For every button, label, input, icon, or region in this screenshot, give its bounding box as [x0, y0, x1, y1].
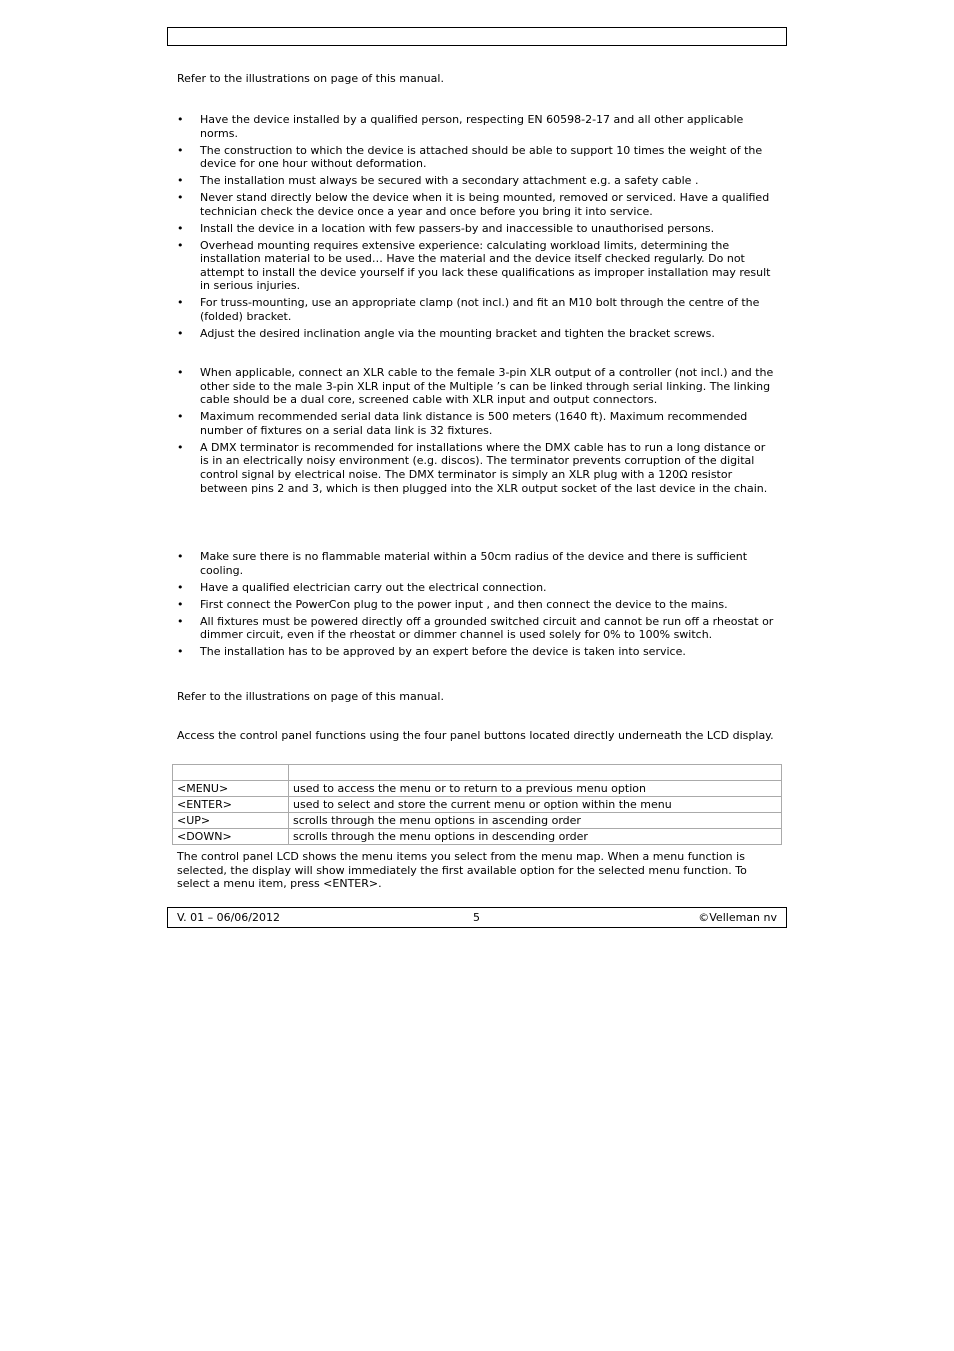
- list-item: • Maximum recommended serial data link distance is 500 meters (1640 ft). Maximum recommended number of fixtures on a serial data link is 32 fixtures.: [177, 410, 777, 437]
- desc-cell: used to access the menu or to return to a previous menu option: [289, 781, 782, 797]
- list-item: • A DMX terminator is recommended for installations where the DMX cable has to run a long distance or is in an electrically noisy environment (e.g. discos). The terminator prevents corruption of the digital control signal by electrical noise. The DMX terminator is simply an XLR plug with a 120Ω resistor between pins 2 and 3, which is then plugged into the XLR output socket of the last device in the chain.: [177, 441, 777, 495]
- control-panel-intro: Access the control panel functions using the four panel buttons located directly underneath the LCD display.: [177, 729, 774, 742]
- list-item: • The installation must always be secured with a secondary attachment e.g. a safety cable .: [177, 174, 777, 188]
- footer-copyright: ©Velleman nv: [698, 911, 777, 924]
- footer-page-number: 5: [473, 911, 480, 924]
- table-row: [173, 797, 782, 813]
- table-header-cell: [289, 765, 782, 781]
- key-cell: <MENU>: [173, 781, 289, 797]
- key-table: [172, 764, 782, 845]
- mounting-list: [177, 113, 777, 344]
- list-item: • First connect the PowerCon plug to the power input , and then connect the device to the mains.: [177, 598, 777, 612]
- desc-cell: scrolls through the menu options in descending order: [289, 829, 782, 845]
- table-header-row: [173, 765, 782, 781]
- dmx-list: [177, 366, 777, 499]
- desc-cell: used to select and store the current menu or option within the menu: [289, 797, 782, 813]
- list-item: • Have a qualified electrician carry out the electrical connection.: [177, 581, 777, 595]
- list-item: • The construction to which the device is attached should be able to support 10 times the weight of the device for one hour without deformation.: [177, 144, 777, 171]
- table-row: [173, 829, 782, 845]
- desc-cell: scrolls through the menu options in ascending order: [289, 813, 782, 829]
- list-item: • Make sure there is no flammable material within a 50cm radius of the device and there is sufficient cooling.: [177, 550, 777, 577]
- list-item: • When applicable, connect an XLR cable to the female 3-pin XLR output of a controller (not incl.) and the other side to the male 3-pin XLR input of the Multiple ’s can be linked through serial linking. The linking cable should be a dual core, screened cable with XLR input and output connectors.: [177, 366, 777, 407]
- list-item: • Overhead mounting requires extensive experience: calculating workload limits, determining the installation material to be used… Have the material and the device itself checked regularly. Do not attempt to install the device yourself if you lack these qualifications as improper installation may result in serious injuries.: [177, 239, 777, 293]
- table-header-cell: [173, 765, 289, 781]
- header-box: [167, 27, 787, 46]
- list-item: • Adjust the desired inclination angle via the mounting bracket and tighten the bracket screws.: [177, 327, 777, 341]
- power-list: [177, 550, 777, 662]
- list-item: • For truss-mounting, use an appropriate clamp (not incl.) and fit an M10 bolt through the centre of the (folded) bracket.: [177, 296, 777, 323]
- footer-version: V. 01 – 06/06/2012: [177, 911, 280, 924]
- key-cell: <UP>: [173, 813, 289, 829]
- lcd-note: The control panel LCD shows the menu items you select from the menu map. When a menu function is selected, the display will show immediately the first available option for the selected menu function. To select a menu item, press <ENTER>.: [177, 850, 747, 891]
- table-row: [173, 781, 782, 797]
- list-item: • All fixtures must be powered directly off a grounded switched circuit and cannot be run off a rheostat or dimmer circuit, even if the rheostat or dimmer channel is used solely for 0% to 100% switch.: [177, 615, 777, 642]
- footer: [167, 907, 787, 928]
- list-item: • Install the device in a location with few passers-by and inaccessible to unauthorised persons.: [177, 222, 777, 236]
- list-item: • Never stand directly below the device when it is being mounted, removed or serviced. Have a qualified technician check the device once a year and once before you bring it into service.: [177, 191, 777, 218]
- illustrations-note-2: Refer to the illustrations on page of this manual.: [177, 690, 444, 703]
- key-cell: <ENTER>: [173, 797, 289, 813]
- list-item: • Have the device installed by a qualified person, respecting EN 60598-2-17 and all other applicable norms.: [177, 113, 777, 140]
- list-item: • The installation has to be approved by an expert before the device is taken into service.: [177, 645, 777, 659]
- table-row: [173, 813, 782, 829]
- key-cell: <DOWN>: [173, 829, 289, 845]
- illustrations-note: Refer to the illustrations on page of this manual.: [177, 72, 444, 85]
